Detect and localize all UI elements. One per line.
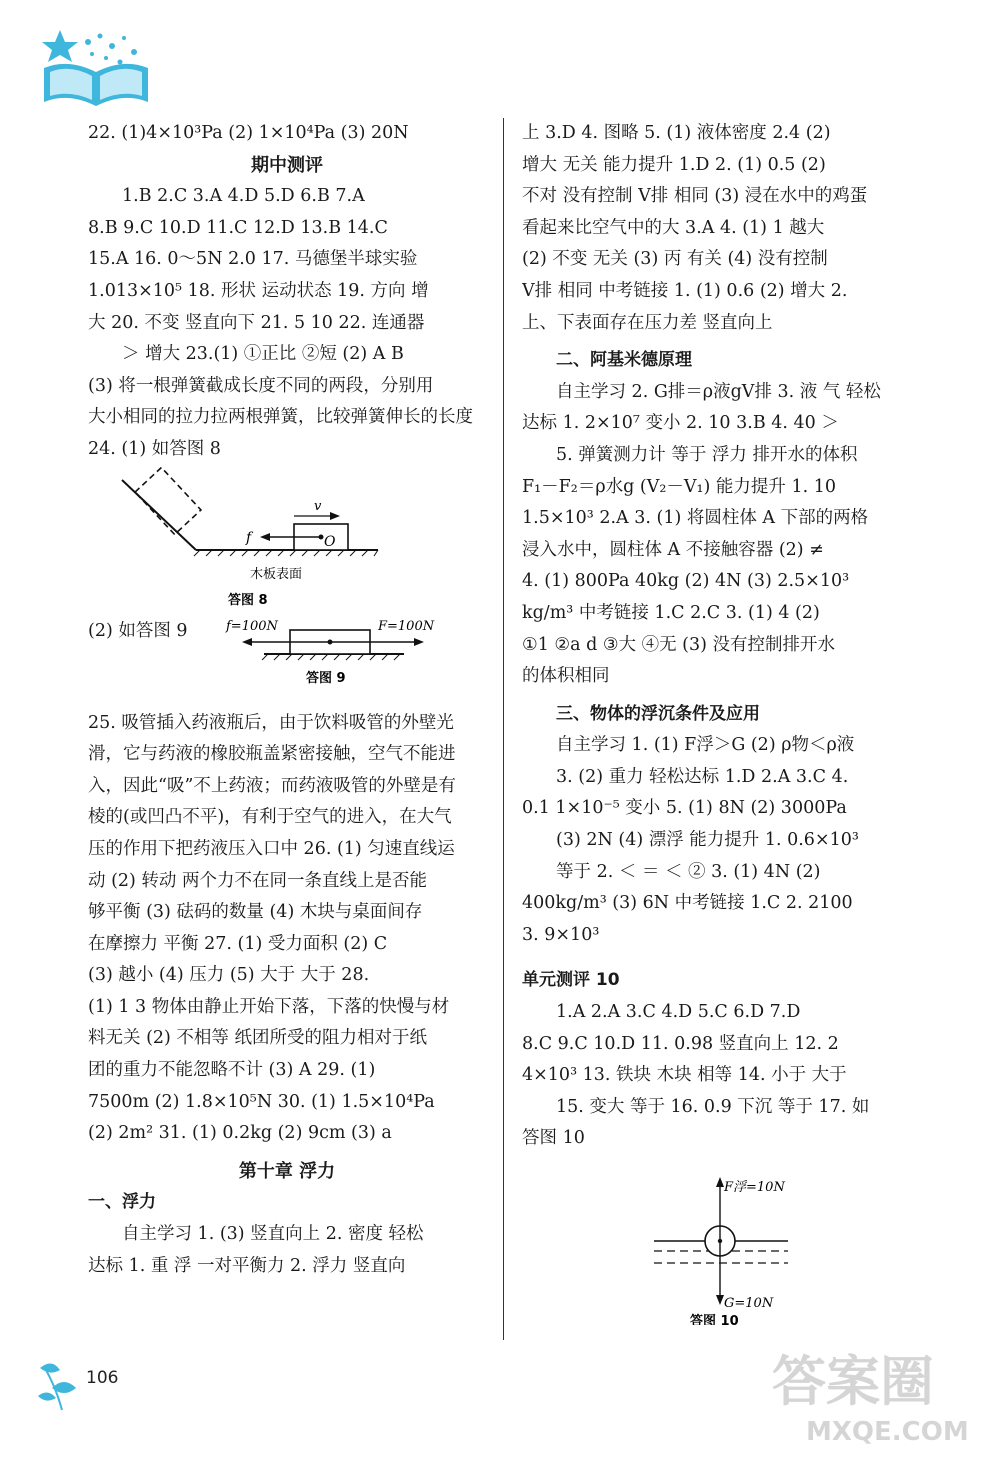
- answer-line: 入，因此“吸”不上药液；而药液吸管的外壁是有: [88, 775, 456, 796]
- answer-line: 7500m (2) 1.8×10⁵N 30. (1) 1.5×10⁴Pa: [88, 1091, 435, 1112]
- answer-line: 达标 1. 2×10⁷ 变小 2. 10 3.B 4. 40 ＞: [522, 413, 839, 434]
- answer-line: (3) 越小 (4) 压力 (5) 大于 大于 28.: [88, 965, 370, 986]
- fig9-friction-label: f=100N: [226, 618, 278, 634]
- answer-line: 24. (1) 如答图 8: [88, 438, 221, 459]
- section-subheading: 二、阿基米德原理: [556, 350, 692, 371]
- section-subheading: 单元测评 10: [522, 970, 620, 991]
- answer-line: 1.B 2.C 3.A 4.D 5.D 6.B 7.A: [122, 186, 365, 207]
- answer-line: 上、下表面存在压力差 竖直向上: [522, 312, 773, 333]
- answer-line: (2) 2m² 31. (1) 0.2kg (2) 9cm (3) a: [88, 1123, 392, 1144]
- answer-line: 自主学习 1. (3) 竖直向上 2. 密度 轻松: [122, 1224, 424, 1245]
- section-heading-midterm: 期中测评: [251, 154, 323, 176]
- answer-line: 自主学习 2. G排＝ρ液gV排 3. 液 气 轻松: [556, 381, 881, 402]
- answer-line: 在摩擦力 平衡 27. (1) 受力面积 (2) C: [88, 933, 388, 954]
- answer-line: V排 相同 中考链接 1. (1) 0.6 (2) 增大 2.: [522, 280, 848, 301]
- chapter-heading: 第十章 浮力: [238, 1160, 336, 1182]
- fig8-friction-label: f: [246, 529, 252, 546]
- answer-line: 压的作用下把药液压入口中 26. (1) 匀速直线运: [88, 838, 455, 859]
- watermark-url: MXQE.COM: [806, 1417, 969, 1447]
- answer-line: 增大 无关 能力提升 1.D 2. (1) 0.5 (2): [522, 154, 826, 175]
- answer-line: 大小相同的拉力拉两根弹簧，比较弹簧伸长的长度: [88, 407, 473, 428]
- section-subheading: 三、物体的浮沉条件及应用: [556, 703, 760, 724]
- answer-line: 料无关 (2) 不相等 纸团所受的阻力相对于纸: [88, 1028, 427, 1049]
- fig9-force-label: F=100N: [378, 618, 435, 634]
- fig9-caption: 答图 9: [306, 670, 346, 686]
- answer-line: 400kg/m³ (3) 6N 中考链接 1.C 2. 2100: [522, 893, 853, 914]
- left-column: [88, 118, 486, 1282]
- answer-line: 1.5×10³ 2.A 3. (1) 将圆柱体 A 下部的两格: [522, 508, 869, 529]
- answer-figure-8: [88, 466, 486, 616]
- answer-line: 3. (2) 重力 轻松达标 1.D 2.A 3.C 4.: [556, 766, 849, 787]
- book-star-logo-icon: [38, 28, 156, 110]
- fig10-caption: 答图 10: [690, 1314, 739, 1325]
- right-column: [522, 118, 924, 1325]
- answer-line: (2) 不变 无关 (3) 丙 有关 (4) 没有控制: [522, 249, 828, 270]
- answer-line: 15.A 16. 0～5N 2.0 17. 马德堡半球实验: [88, 249, 418, 270]
- answer-line: 8.C 9.C 10.D 11. 0.98 竖直向上 12. 2: [522, 1033, 839, 1054]
- answer-line: 答图 10: [522, 1128, 585, 1149]
- answer-line: 1.A 2.A 3.C 4.D 5.C 6.D 7.D: [556, 1002, 801, 1023]
- answer-line: (1) 1 3 物体由静止开始下落，下落的快慢与材: [88, 996, 450, 1017]
- answer-line: 5. 弹簧测力计 等于 浮力 排开水的体积: [556, 444, 858, 465]
- answer-line: (3) 2N (4) 漂浮 能力提升 1. 0.6×10³: [556, 830, 859, 851]
- answer-line: 棱的(或凹凸不平)，有利于空气的进入，在大气: [88, 807, 452, 828]
- answer-line: 4. (1) 800Pa 40kg (2) 4N (3) 2.5×10³: [522, 571, 850, 592]
- answer-line: 滑，它与药液的橡胶瓶盖紧密接触，空气不能进: [88, 744, 456, 765]
- answer-line: 8.B 9.C 10.D 11.C 12.D 13.B 14.C: [88, 217, 388, 238]
- answer-figure-9: [88, 616, 486, 708]
- figure-10-diagram: [522, 1155, 924, 1325]
- page-number: 106: [86, 1368, 119, 1388]
- answer-line: 自主学习 1. (1) F浮＞G (2) ρ物＜ρ液: [556, 735, 855, 756]
- answer-line: 够平衡 (3) 砝码的数量 (4) 木块与桌面间存: [88, 902, 423, 923]
- answer-line: 达标 1. 重 浮 一对平衡力 2. 浮力 竖直向: [88, 1255, 406, 1276]
- answer-line: kg/m³ 中考链接 1.C 2.C 3. (1) 4 (2): [522, 602, 820, 623]
- answer-line: 浸入水中，圆柱体 A 不接触容器 (2) ≠: [522, 539, 824, 560]
- fig8-point-label: O: [324, 533, 336, 550]
- figure-9-diagram: [88, 616, 486, 708]
- watermark-title: 答案圈: [772, 1350, 934, 1413]
- answer-line: 等于 2. ＜ ＝ ＜ ② 3. (1) 4N (2): [556, 861, 821, 882]
- answer-line: 动 (2) 转动 两个力不在同一条直线上是否能: [88, 870, 427, 891]
- answer-line: 4×10³ 13. 铁块 木块 相等 14. 小于 大于: [522, 1065, 847, 1086]
- answer-figure-10: [522, 1155, 924, 1325]
- answer-line: 的体积相同: [522, 666, 610, 687]
- column-divider: [503, 118, 504, 1340]
- answer-line: 上 3.D 4. 图略 5. (1) 液体密度 2.4 (2): [522, 123, 831, 143]
- answer-line: (2) 如答图 9: [88, 620, 188, 641]
- answer-line: 0.1 1×10⁻⁵ 变小 5. (1) 8N (2) 3000Pa: [522, 798, 847, 819]
- answer-line: F₁－F₂＝ρ水g (V₂－V₁) 能力提升 1. 10: [522, 476, 836, 497]
- answer-line: 团的重力不能忽略不计 (3) A 29. (1): [88, 1060, 376, 1081]
- answer-line: 看起来比空气中的大 3.A 4. (1) 1 越大: [522, 217, 825, 238]
- answer-line: ＞ 增大 23.(1) ①正比 ②短 (2) A B: [122, 344, 404, 365]
- figure-8-diagram: [88, 466, 486, 616]
- fig10-buoyancy-label: F浮=10N: [724, 1180, 785, 1195]
- watermark-logo: [766, 1340, 986, 1450]
- answer-line: 1.013×10⁵ 18. 形状 运动状态 19. 方向 增: [88, 280, 429, 301]
- answer-line: 22. (1)4×10³Pa (2) 1×10⁴Pa (3) 20N: [88, 123, 409, 143]
- fig10-gravity-label: G=10N: [724, 1296, 774, 1311]
- section-subheading: 一、浮力: [88, 1192, 156, 1213]
- answer-line: 大 20. 不变 竖直向下 21. 5 10 22. 连通器: [88, 312, 425, 333]
- answer-line: 3. 9×10³: [522, 924, 600, 945]
- fig8-surface-label: 木板表面: [250, 566, 303, 582]
- answer-line: 不对 没有控制 V排 相同 (3) 浸在水中的鸡蛋: [522, 186, 868, 207]
- answer-line: ①1 ②a d ③大 ④无 (3) 没有控制排开水: [522, 634, 835, 655]
- fig8-caption: 答图 8: [228, 592, 268, 608]
- answer-line: 25. 吸管插入药液瓶后，由于饮料吸管的外壁光: [88, 712, 454, 733]
- answer-line: 15. 变大 等于 16. 0.9 下沉 等于 17. 如: [556, 1096, 870, 1117]
- fig8-velocity-label: v: [314, 498, 322, 514]
- answer-line: (3) 将一根弹簧截成长度不同的两段，分别用: [88, 375, 434, 396]
